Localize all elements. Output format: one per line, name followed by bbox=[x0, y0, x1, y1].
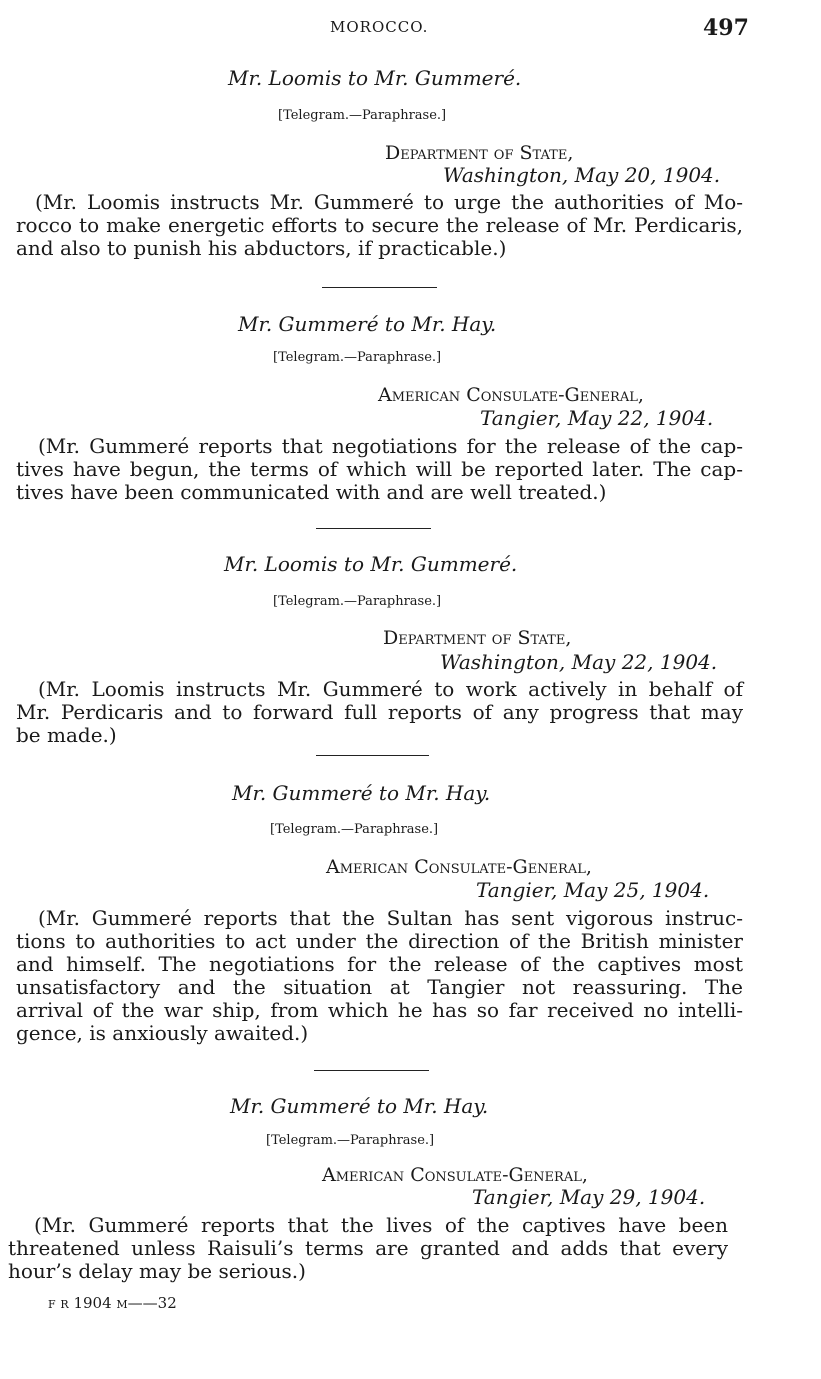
paragraph-line: and himself. The negotiations for the release of the captives most bbox=[16, 952, 743, 976]
entry-department: American Consulate-General, bbox=[326, 856, 592, 878]
paragraph-line: Mr. Perdicaris and to forward full reports of any progress that may bbox=[16, 700, 743, 724]
printer-signature bbox=[48, 1294, 177, 1312]
entry-paragraph bbox=[16, 678, 743, 747]
paragraph-line: threatened unless Raisuli’s terms are granted and adds that every bbox=[8, 1236, 728, 1260]
paragraph-line: (Mr. Gummeré reports that negotiations for the release of the cap- bbox=[38, 434, 743, 458]
paragraph-line: unsatisfactory and the situation at Tangier not reassuring. The bbox=[16, 975, 743, 999]
entry-paragraph bbox=[16, 435, 743, 504]
paragraph-line: and also to punish his abductors, if practicable.) bbox=[16, 236, 507, 260]
section-divider bbox=[322, 287, 437, 288]
entry-paragraph bbox=[16, 907, 743, 1045]
entry-heading: Mr. Loomis to Mr. Gummeré. bbox=[228, 66, 522, 90]
section-divider bbox=[314, 1070, 429, 1071]
entry-place-date: Tangier, May 29, 1904. bbox=[472, 1185, 706, 1209]
entry-heading: Mr. Gummeré to Mr. Hay. bbox=[230, 1094, 489, 1118]
entry-place-date: Washington, May 20, 1904. bbox=[443, 163, 721, 187]
entry-paragraph bbox=[8, 1214, 728, 1283]
paragraph-line: be made.) bbox=[16, 723, 117, 747]
entry-heading: Mr. Loomis to Mr. Gummeré. bbox=[224, 552, 518, 576]
entry-department: American Consulate-General, bbox=[322, 1164, 588, 1186]
entry-note: [Telegram.—Paraphrase.] bbox=[266, 1133, 435, 1148]
signature-number: 32 bbox=[157, 1294, 177, 1312]
entry-department: Department of State, bbox=[383, 627, 572, 649]
entry-heading: Mr. Gummeré to Mr. Hay. bbox=[232, 781, 491, 805]
paragraph-line: (Mr. Gummeré reports that the lives of the captives have been bbox=[34, 1213, 728, 1237]
paragraph-line: hour’s delay may be serious.) bbox=[8, 1259, 306, 1283]
entry-note: [Telegram.—Paraphrase.] bbox=[270, 822, 439, 837]
entry-paragraph bbox=[16, 191, 743, 260]
entry-department: Department of State, bbox=[385, 142, 574, 164]
paragraph-line: arrival of the war ship, from which he has so far received no intelli- bbox=[16, 998, 743, 1022]
entry-department: American Consulate-General, bbox=[378, 384, 644, 406]
entry-note: [Telegram.—Paraphrase.] bbox=[273, 594, 442, 609]
paragraph-line: tives have begun, the terms of which will be reported later. The cap- bbox=[16, 457, 743, 481]
paragraph-line: (Mr. Gummeré reports that the Sultan has sent vigorous instruc- bbox=[38, 906, 743, 930]
entry-heading: Mr. Gummeré to Mr. Hay. bbox=[238, 312, 497, 336]
entry-place-date: Tangier, May 22, 1904. bbox=[480, 406, 714, 430]
paragraph-line: rocco to make energetic efforts to secure the release of Mr. Perdicaris, bbox=[16, 213, 743, 237]
paragraph-line: (Mr. Loomis instructs Mr. Gummeré to work actively in behalf of bbox=[38, 677, 743, 701]
section-divider bbox=[316, 755, 429, 756]
entry-note: [Telegram.—Paraphrase.] bbox=[273, 350, 442, 365]
signature-mark: f r 1904 m bbox=[48, 1294, 128, 1312]
paragraph-line: gence, is anxiously awaited.) bbox=[16, 1021, 309, 1045]
entry-note: [Telegram.—Paraphrase.] bbox=[278, 108, 447, 123]
paragraph-line: (Mr. Loomis instructs Mr. Gummeré to urge the authorities of Mo- bbox=[35, 190, 743, 214]
paragraph-line: tives have been communicated with and are well treated.) bbox=[16, 480, 607, 504]
entry-place-date: Washington, May 22, 1904. bbox=[440, 650, 718, 674]
entry-place-date: Tangier, May 25, 1904. bbox=[476, 878, 710, 902]
section-divider bbox=[316, 528, 431, 529]
page-number: 497 bbox=[703, 15, 749, 41]
paragraph-line: tions to authorities to act under the direction of the British minister bbox=[16, 929, 743, 953]
running-head: MOROCCO. bbox=[330, 18, 429, 36]
signature-dash: —— bbox=[127, 1294, 158, 1312]
